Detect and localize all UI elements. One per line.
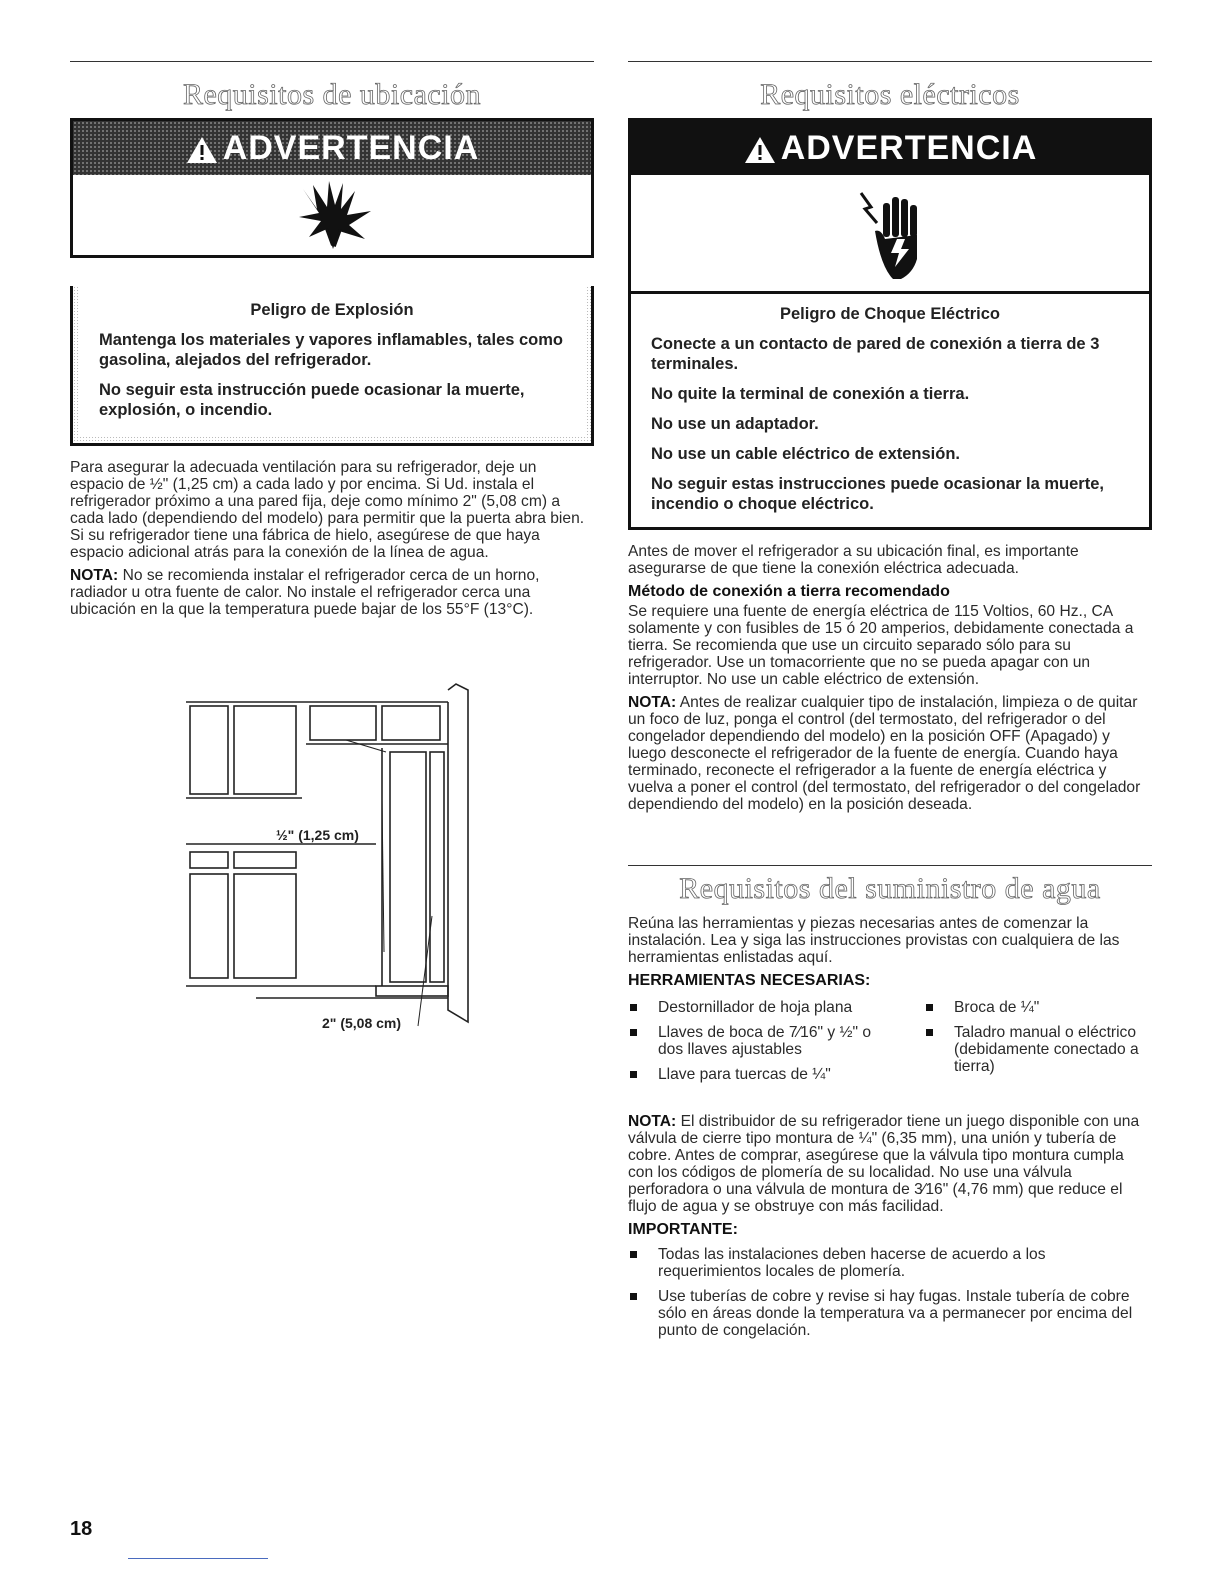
top-rule-right — [628, 61, 1152, 62]
explosion-icon — [295, 181, 375, 251]
grounding-heading: Método de conexión a tierra recomendado — [628, 583, 950, 600]
important-heading: IMPORTANTE: — [628, 1221, 738, 1238]
warning-triangle-icon — [185, 135, 219, 165]
figure-label-bottom: 2" (5,08 cm) — [322, 1015, 402, 1031]
warning-line-2: No quite la terminal de conexión a tierra. — [651, 385, 970, 403]
section-rule-water — [628, 865, 1152, 866]
tools-lists — [628, 999, 1152, 1099]
warning-line-1: Conecte a un contacto de pared de conexión a tierra de 3 terminales. — [651, 335, 1100, 373]
top-rule-left — [70, 61, 594, 62]
note-text: Antes de realizar cualquier tipo de instalación, limpieza o de quitar un foco de luz, ponga el control (del termostato, del refrigerador o del congelador dependiendo del modelo) en la posición OFF (Apagado) y luego desconecte el refrigerador de la fuente de energía. Cuando haya terminado, reconecte el refrigerador a la fuente de energía eléctrica y vuelva a poner el control (del termostato, del refrigerador o del congelador dependiendo del modelo) en la posición deseada. — [628, 694, 1141, 813]
tool-item: Broca de ¼" — [924, 999, 1144, 1016]
warning-line-2: No seguir esta instrucción puede ocasionar la muerte, explosión, o incendio. — [99, 381, 525, 419]
water-intro: Reúna las herramientas y piezas necesarias antes de comenzar la instalación. Lea y siga las instrucciones provistas con cualquiera de las herramientas enlistadas aquí. — [628, 915, 1120, 966]
warning-text-box-explosion — [70, 286, 594, 446]
refrigerator-clearance-figure — [186, 680, 486, 1040]
location-note — [70, 567, 594, 618]
note-label: NOTA: — [628, 1113, 677, 1130]
note-label: NOTA: — [70, 567, 119, 584]
figure-label-top: ½" (1,25 cm) — [276, 827, 359, 843]
electrical-intro: Antes de mover el refrigerador a su ubicación final, es importante asegurarse de que tiene la conexión eléctrica adecuada. — [628, 543, 1079, 577]
water-note — [628, 1113, 1152, 1215]
tool-item: Taladro manual o eléctrico (debidamente conectado a tierra) — [924, 1024, 1144, 1075]
hazard-title: Peligro de Explosión — [250, 301, 414, 319]
page-number: 18 — [70, 1518, 93, 1540]
warning-icon-row — [73, 175, 591, 258]
warning-icon-row — [631, 175, 1149, 294]
tool-item: Llaves de boca de 7⁄16" y ½" o dos llaves ajustables — [628, 1024, 898, 1058]
note-text: No se recomienda instalar el refrigerador cerca de un horno, radiador u otra fuente de calor. No instale el refrigerador cerca una ubicación en la que la temperatura puede bajar de los 55°F (13°C). — [70, 567, 540, 618]
warning-box-explosion — [70, 118, 594, 258]
tool-item: Destornillador de hoja plana — [628, 999, 928, 1016]
warning-line-5: No seguir estas instrucciones puede ocasionar la muerte, incendio o choque eléctrico. — [651, 475, 1104, 513]
warning-line-1: Mantenga los materiales y vapores inflamables, tales como gasolina, alejados del refrigerador. — [99, 331, 564, 369]
tools-list-right — [924, 999, 1144, 1083]
electric-shock-hand-icon — [857, 189, 927, 285]
warning-body — [79, 286, 585, 436]
section-title-water: Requisitos del suministro de agua — [679, 872, 1101, 905]
ventilation-paragraph: Para asegurar la adecuada ventilación para su refrigerador, deje un espacio de ½" (1,25 cm) a cada lado y por encima. Si Ud. instala el refrigerador próximo a una pared fija, deje como mínimo 2" (5,08 cm) a cada lado (dependiendo del modelo) para permitir que la puerta abra bien. Si su refrigerador tiene una fábrica de hielo, asegúrese de que haya espacio adicional atrás para la conexión de la línea de agua. — [70, 459, 585, 561]
electrical-text — [628, 543, 1152, 819]
tools-heading: HERRAMIENTAS NECESARIAS: — [628, 972, 871, 989]
important-list — [628, 1246, 1152, 1339]
note-label: NOTA: — [628, 694, 677, 711]
warning-header — [631, 121, 1149, 175]
warning-header — [73, 121, 591, 175]
warning-line-4: No use un cable eléctrico de extensión. — [651, 445, 961, 463]
tool-item: Llave para tuercas de ¼" — [628, 1066, 928, 1083]
important-item: Todas las instalaciones deben hacerse de acuerdo a los requerimientos locales de plomería. — [628, 1246, 1152, 1280]
section-title-electrical: Requisitos eléctricos — [760, 78, 1020, 111]
footer-rule — [128, 1558, 268, 1559]
warning-box-electrical — [628, 118, 1152, 530]
note-text: El distribuidor de su refrigerador tiene un juego disponible con una válvula de cierre tipo montura de ¼" (6,35 mm), una unión y tubería de cobre. Antes de comprar, asegúrese que la válvula tipo montura cumpla con los códigos de plomería de su localidad. No use una válvula perforadora o una válvula de montura de 3⁄16" (4,76 mm) que reduce el flujo de agua y se obstruye con más facilidad. — [628, 1113, 1140, 1215]
warning-triangle-icon — [743, 135, 777, 165]
warning-line-3: No use un adaptador. — [651, 415, 819, 433]
location-text — [70, 459, 594, 624]
warning-header-text: ADVERTENCIA — [780, 129, 1038, 167]
water-text — [628, 915, 1152, 1347]
important-item: Use tuberías de cobre y revise si hay fugas. Instale tubería de cobre sólo en áreas donde la temperatura va a permanecer por encima del punto de congelación. — [628, 1288, 1152, 1339]
warning-body — [631, 294, 1149, 534]
grounding-paragraph: Se requiere una fuente de energía eléctrica de 115 Voltios, 60 Hz., CA solamente y con fusibles de 15 ó 20 amperios, debidamente conectada a tierra. Se recomienda que use un circuito separado sólo para su refrigerador. Use un tomacorriente que no se pueda apagar con un interruptor. No use un cable eléctrico de extensión. — [628, 603, 1134, 688]
tools-list-left — [628, 999, 928, 1091]
warning-header-text: ADVERTENCIA — [222, 129, 480, 167]
section-title-location: Requisitos de ubicación — [182, 78, 482, 111]
hazard-title: Peligro de Choque Eléctrico — [779, 305, 1001, 323]
electrical-note — [628, 694, 1152, 813]
